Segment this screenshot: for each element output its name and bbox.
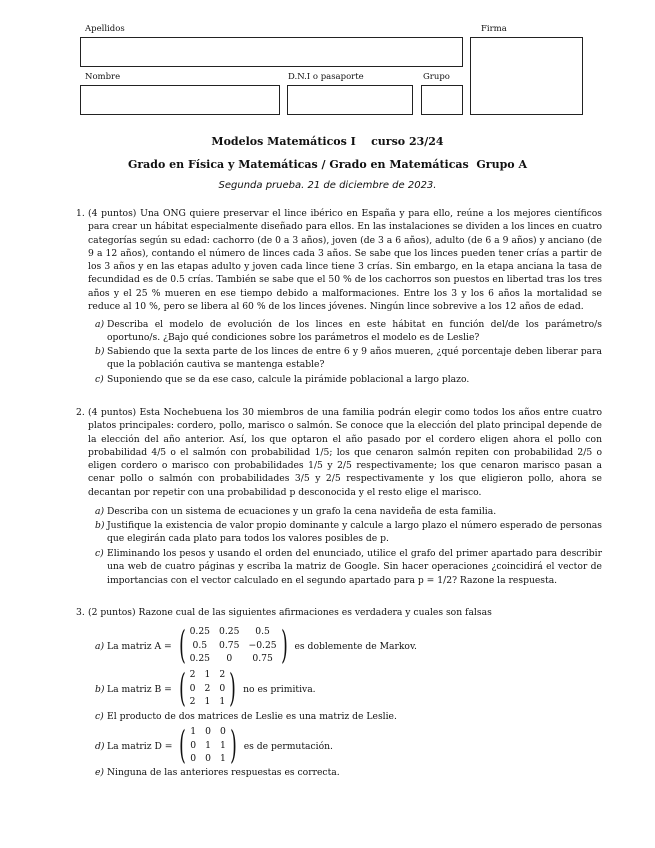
part-text: Describa el modelo de evolución de los linces en este hábitat en función del/de los parámetro/s oportuno/s. ¿Bajo qué condiciones sobre los parámetros el modelo es de Leslie? (107, 319, 602, 344)
q3-part-a (95, 624, 417, 668)
firma-label: Firma (481, 24, 507, 34)
part-text: Eliminando los pesos y usando el orden del enunciado, utilice el grafo del primer apartado para describir una web de cuatro páginas y escriba la matriz de Google. Sin hacer operaciones ¿coincidirá el vector de importancias con el vector calculado en el segundo apartado para p = 1/2? Razone la respuesta. (107, 548, 602, 586)
part-text: Ninguna de las anteriores respuestas es correcta. (107, 767, 340, 778)
apellidos-label: Apellidos (85, 24, 125, 34)
right-paren: ) (229, 723, 237, 768)
part-text: El producto de dos matrices de Leslie es una matriz de Leslie. (107, 711, 397, 722)
matrix-cell: 0 (190, 753, 197, 765)
q3-part-b (95, 667, 316, 711)
grupo-label: Grupo (423, 72, 450, 82)
matrix-cell: 2 (219, 669, 226, 681)
part-label: b) (95, 520, 105, 531)
part-label: a) (95, 319, 105, 330)
q1-part-c (95, 373, 602, 386)
matrix-cell: 2 (204, 682, 211, 694)
matrix-cell: 1 (204, 669, 211, 681)
apellidos-field[interactable] (80, 37, 463, 67)
matrix-cell: 1 (220, 753, 226, 765)
part-text: Justifique la existencia de valor propio dominante y calcule a largo plazo el número esperado de personas que elegirán cada plato para todos los valores posibles de p. (107, 520, 602, 545)
matrix-grid (190, 726, 226, 766)
matrix-cell: 0 (226, 653, 233, 665)
matrix-cell: 0 (205, 753, 212, 765)
part-label: a) (95, 506, 105, 517)
matrix-cell: 0 (205, 726, 212, 738)
part-text: La matriz D = (107, 740, 173, 752)
q3-part-e (95, 766, 602, 779)
part-text: no es primitiva. (243, 683, 316, 695)
nombre-field[interactable] (80, 85, 280, 115)
matrix-cell: 1 (204, 696, 211, 708)
matrix-cell: 1 (219, 696, 226, 708)
part-label: b) (95, 346, 105, 357)
left-paren: ( (178, 666, 186, 711)
exam-title: Modelos Matemáticos I curso 23/24 (211, 135, 444, 148)
matrix-cell: 0.75 (219, 639, 240, 651)
part-text: Suponiendo que se da ese caso, calcule la pirámide poblacional a largo plazo. (107, 374, 470, 385)
q2-part-c (95, 547, 602, 587)
q2-part-b (95, 519, 602, 546)
q3-part-c (95, 710, 602, 723)
matrix-a (175, 623, 292, 668)
matrix-cell: 0.75 (252, 653, 273, 665)
part-label: e) (95, 767, 105, 778)
part-label: b) (95, 683, 105, 695)
left-paren: ( (178, 623, 186, 668)
matrix-cell: 0 (219, 682, 226, 694)
question-3 (76, 606, 602, 619)
grupo-field[interactable] (421, 85, 463, 115)
matrix-cell: 2 (189, 669, 196, 681)
q2-part-a (95, 505, 602, 518)
matrix-grid (190, 626, 277, 666)
right-paren: ) (280, 623, 288, 668)
question-number: 1. (76, 208, 85, 219)
part-text: Describa con un sistema de ecuaciones y un grafo la cena navideña de esta familia. (107, 506, 497, 517)
matrix-cell: 0.5 (255, 626, 270, 638)
part-text: es doblemente de Markov. (294, 640, 417, 652)
matrix-cell: 1 (190, 726, 197, 738)
matrix-cell: 1 (220, 739, 226, 751)
dni-label: D.N.I o pasaporte (288, 72, 364, 82)
matrix-cell: 0.5 (192, 639, 208, 651)
matrix-d (175, 723, 240, 768)
matrix-cell: 0 (220, 726, 226, 738)
part-label: d) (95, 740, 105, 752)
question-1 (76, 207, 602, 313)
matrix-cell: 0 (190, 739, 197, 751)
part-text: La matriz A = (107, 640, 172, 652)
matrix-grid (190, 669, 226, 709)
question-number: 2. (76, 407, 85, 418)
part-label: c) (95, 711, 104, 722)
part-text: es de permutación. (243, 740, 333, 752)
matrix-cell: 2 (189, 696, 196, 708)
part-label: c) (95, 374, 104, 385)
part-label: c) (95, 548, 104, 559)
left-paren: ( (179, 723, 187, 768)
part-text: La matriz B = (107, 683, 172, 695)
exam-subtitle: Grado en Física y Matemáticas / Grado en Matemáticas Grupo A (127, 158, 527, 171)
q1-part-b (95, 345, 602, 372)
matrix-cell: 1 (205, 739, 212, 751)
part-text: Sabiendo que la sexta parte de los linces de entre 6 y 9 años mueren, ¿qué porcentaje deben liberar para que la población cautiva se mantenga estable? (107, 346, 602, 371)
matrix-cell: 0.25 (189, 653, 211, 665)
matrix-cell: 0.25 (189, 626, 211, 638)
right-paren: ) (229, 666, 237, 711)
question-number: 3. (76, 607, 85, 618)
q1-part-a (95, 318, 602, 345)
matrix-b (175, 666, 240, 711)
firma-field[interactable] (470, 37, 583, 115)
question-2 (76, 406, 602, 499)
question-text: (2 puntos) Razone cual de las siguientes afirmaciones es verdadera y cuales son falsas (88, 607, 492, 618)
nombre-label: Nombre (85, 72, 121, 82)
dni-field[interactable] (287, 85, 413, 115)
part-label: a) (95, 640, 105, 652)
q3-part-d (95, 724, 333, 768)
question-text: (4 puntos) Una ONG quiere preservar el lince ibérico en España y para ello, reúne a los mejores científicos para crear un hábitat especialmente diseñado para ellos. En las instalaciones se dividen a los linces en cuatro categorías según su edad: cachorro (de 0 a 3 años), joven (de 3 a 6 años), adulto (de 6 a 9 años) y anciano (de 9 a 12 años), contando el número de linces cada 3 años. Se sabe que los linces pueden tener crías a partir de los 3 años y en las etapas adulto y joven cada lince tiene 3 crías. Sin embargo, en la etapa anciana la tasa de fecundidad es de 0.5 crías. También se sabe que el 50 % de los cachorros son puestos en libertad tras los tres años y el 25 % mueren en ese tiempo debido a malformaciones. Entre los 3 y los 6 años la mortalidad se reduce al 10 %, pero se libera al 60 % de los linces jóvenes. Ningún lince sobrevive a los 12 años de edad. (88, 208, 602, 313)
question-text: (4 puntos) Esta Nochebuena los 30 miembros de una familia podrán elegir como todos los años entre cuatro platos principales: cordero, pollo, marisco o salmón. Se conoce que la elección del plato principal depende de la elección del año anterior. Así, los que optaron el año pasado por el cordero eligen ahora el pollo con probabilidad 4/5 o el salmón con probabilidad 1/5; los que cenaron salmón repiten con probabilidad 2/5 o eligen cordero o marisco con probabilidades 1/5 y 2/5 respectivamente; los que cenaron marisco pasan a cenar pollo o salmón con probabilidades 3/5 y 2/5 respectivamente y los que eligieron pollo, ahora se decantan por repetir con una probabilidad p desconocida y el resto elige el marisco. (88, 407, 602, 498)
matrix-cell: 0 (189, 682, 196, 694)
matrix-cell: −0.25 (248, 639, 277, 651)
exam-date: Segunda prueba. 21 de diciembre de 2023. (218, 180, 437, 191)
matrix-cell: 0.25 (219, 626, 240, 638)
